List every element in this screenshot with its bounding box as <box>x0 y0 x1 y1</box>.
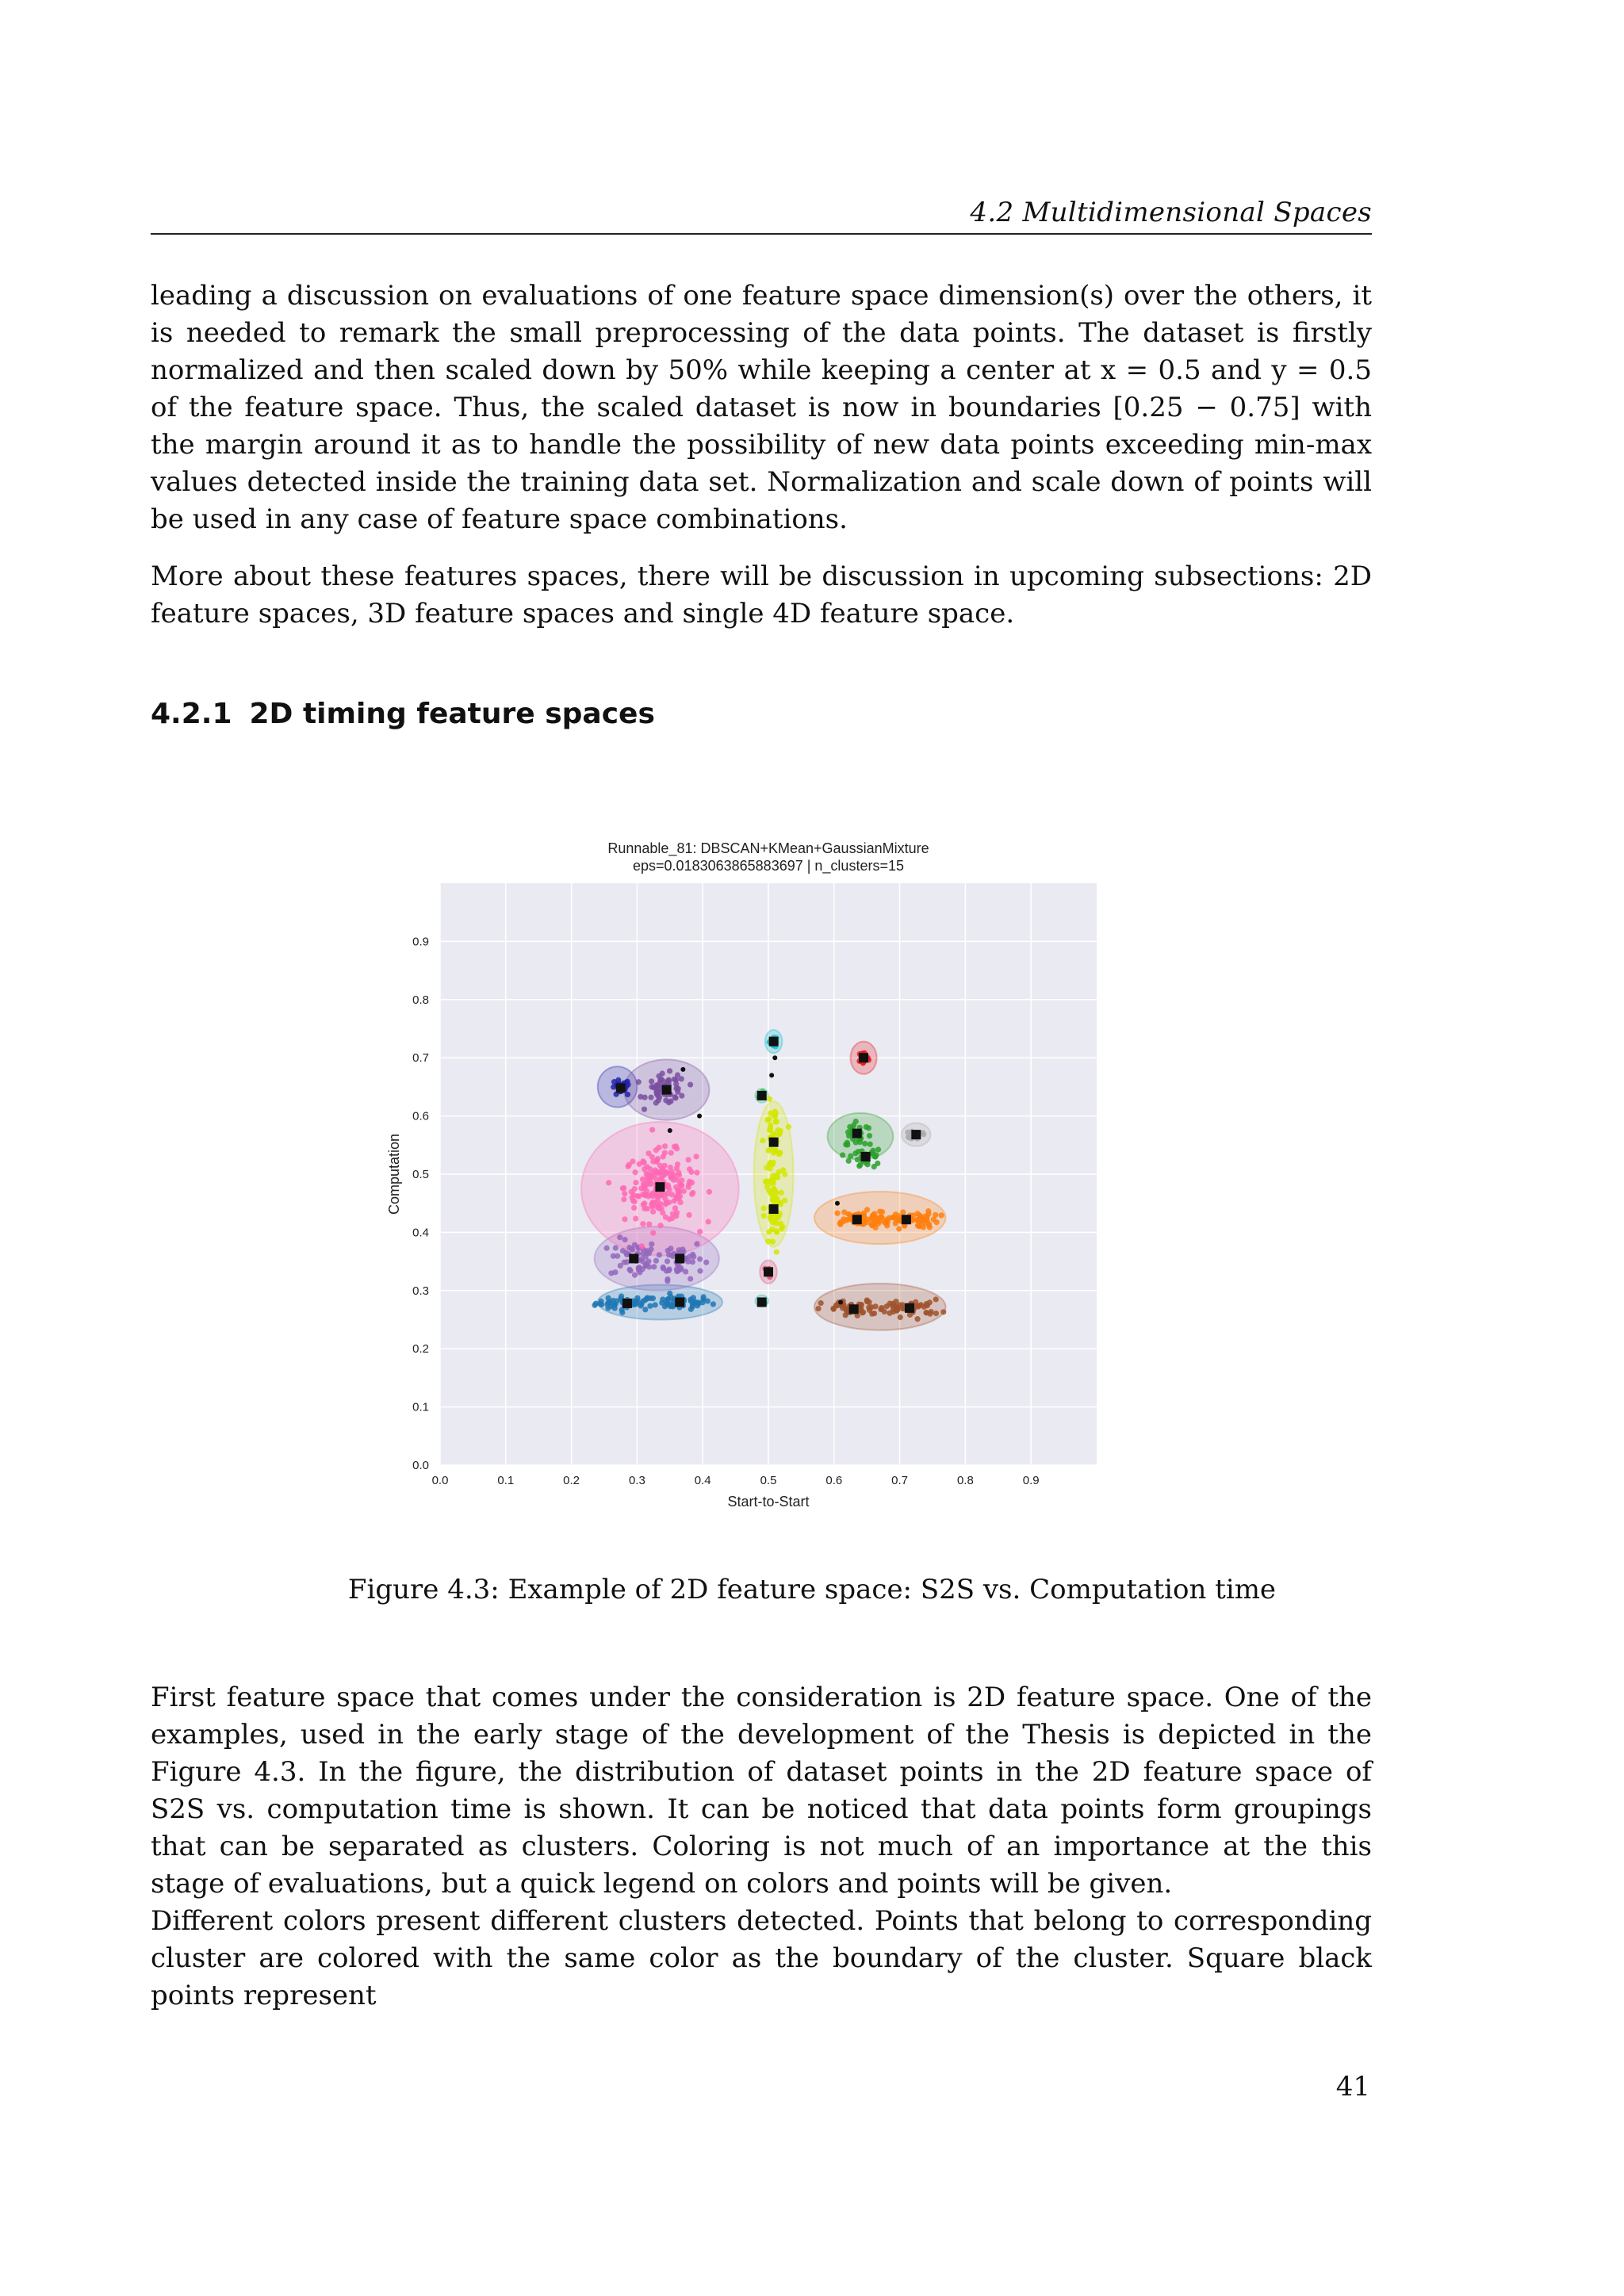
cluster-point <box>694 1241 699 1246</box>
cluster-point <box>676 1085 681 1091</box>
section-number: 4.2.1 <box>151 698 232 730</box>
cluster-point <box>640 1158 645 1164</box>
cluster-point <box>900 1209 906 1215</box>
cluster-point <box>665 1258 670 1264</box>
cluster-point <box>659 1300 665 1306</box>
cluster-point <box>597 1301 603 1307</box>
cluster-point <box>654 1091 660 1096</box>
cluster-point <box>694 1169 699 1175</box>
y-axis-label: Computation <box>386 1133 402 1215</box>
cluster-point <box>700 1296 706 1302</box>
cluster-point <box>915 1218 921 1223</box>
cluster-point <box>624 1252 630 1257</box>
cluster-point <box>688 1276 693 1281</box>
cluster-point <box>773 1110 779 1115</box>
cluster-point <box>865 1219 871 1225</box>
cluster-point <box>665 1079 671 1085</box>
cluster-point <box>777 1150 783 1156</box>
cluster-point <box>673 1213 679 1219</box>
cluster-point <box>760 1138 765 1143</box>
cluster-point <box>898 1314 903 1320</box>
cluster-point <box>871 1211 877 1216</box>
cluster-point <box>606 1180 611 1185</box>
cluster-point <box>690 1304 695 1310</box>
cluster-center <box>757 1091 767 1100</box>
cluster-point <box>893 1211 898 1217</box>
cluster-point <box>603 1246 609 1251</box>
cluster-point <box>611 1298 616 1303</box>
cluster-center <box>662 1085 672 1095</box>
cluster-point <box>780 1167 786 1173</box>
cluster-point <box>615 1253 620 1259</box>
cluster-point <box>648 1095 653 1100</box>
figure-4-3-scatter-chart <box>373 832 1166 1522</box>
noise-point <box>680 1067 685 1072</box>
cluster-point <box>645 1150 651 1156</box>
cluster-point <box>622 1237 628 1242</box>
cluster-point <box>646 1250 652 1256</box>
x-tick-label: 0.5 <box>760 1474 777 1487</box>
cluster-point <box>774 1249 779 1255</box>
cluster-center <box>905 1303 914 1313</box>
cluster-point <box>905 1130 910 1135</box>
cluster-point <box>697 1269 703 1274</box>
cluster-point <box>764 1178 769 1184</box>
cluster-point <box>657 1252 662 1257</box>
cluster-center <box>675 1253 684 1263</box>
cluster-point <box>856 1163 862 1169</box>
cluster-point <box>768 1191 774 1196</box>
cluster-point <box>657 1163 663 1169</box>
cluster-point <box>642 1166 647 1172</box>
cluster-point <box>866 1304 871 1310</box>
cluster-point <box>844 1307 849 1313</box>
cluster-point <box>686 1157 691 1162</box>
cluster-point <box>773 1119 779 1124</box>
cluster-point <box>697 1229 703 1234</box>
x-tick-label: 0.7 <box>891 1474 909 1487</box>
y-tick-label: 0.7 <box>412 1051 429 1066</box>
cluster-point <box>625 1092 630 1097</box>
cluster-point <box>668 1150 674 1156</box>
cluster-point <box>663 1097 668 1103</box>
cluster-point <box>830 1306 836 1311</box>
cluster-point <box>636 1079 642 1085</box>
cluster-center <box>861 1152 871 1161</box>
cluster-point <box>769 1226 775 1232</box>
cluster-point <box>657 1223 663 1228</box>
cluster-point <box>653 1258 659 1264</box>
cluster-point <box>764 1184 770 1190</box>
cluster-point <box>862 1141 868 1146</box>
cluster-point <box>613 1245 619 1250</box>
cluster-point <box>629 1189 634 1195</box>
cluster-point <box>933 1296 939 1302</box>
cluster-point <box>917 1223 922 1229</box>
cluster-point <box>870 1148 875 1154</box>
cluster-point <box>644 1261 649 1267</box>
cluster-point <box>687 1254 692 1260</box>
cluster-point <box>703 1260 709 1265</box>
figure-caption: Figure 4.3: Example of 2D feature space: S2S vs. Computation time <box>347 1574 1277 1605</box>
cluster-point <box>658 1192 664 1198</box>
cluster-point <box>841 1216 846 1222</box>
cluster-point <box>761 1213 767 1219</box>
cluster-point <box>620 1185 626 1191</box>
cluster-point <box>650 1159 656 1165</box>
cluster-point <box>871 1164 877 1169</box>
cluster-point <box>639 1243 645 1249</box>
cluster-point <box>612 1269 618 1275</box>
running-title: 4.2 Multidimensional Spaces <box>970 197 1372 228</box>
cluster-point <box>923 1310 929 1315</box>
cluster-point <box>629 1195 634 1200</box>
cluster-point <box>917 1303 922 1308</box>
cluster-point <box>642 1107 647 1112</box>
cluster-point <box>778 1201 783 1207</box>
cluster-point <box>608 1303 614 1309</box>
cluster-point <box>815 1306 821 1311</box>
cluster-point <box>885 1219 891 1224</box>
cluster-center <box>911 1130 921 1139</box>
cluster-point <box>631 1205 637 1211</box>
cluster-point <box>665 1278 670 1284</box>
cluster-point <box>642 1095 648 1100</box>
cluster-point <box>773 1196 779 1202</box>
cluster-point <box>770 1219 776 1225</box>
paragraph-4: Different colors present different clusters detected. Points that belong to corresponding cluster are colored with the same color as the boundary of the cluster. Square black points represent <box>151 1905 1372 2011</box>
cluster-point <box>636 1193 642 1199</box>
cluster-point <box>920 1130 925 1135</box>
cluster-point <box>693 1154 699 1159</box>
cluster-point <box>710 1301 716 1307</box>
cluster-point <box>879 1305 884 1311</box>
x-tick-label: 0.2 <box>563 1474 580 1487</box>
chart-title: Runnable_81: DBSCAN+KMean+GaussianMixture <box>607 840 929 856</box>
cluster-point <box>867 1133 872 1138</box>
cluster-point <box>707 1189 712 1195</box>
cluster-point <box>622 1260 627 1265</box>
cluster-point <box>642 1307 648 1312</box>
y-tick-label: 0.5 <box>412 1168 429 1181</box>
cluster-center <box>852 1215 862 1224</box>
cluster-center <box>655 1182 665 1192</box>
cluster-point <box>668 1294 673 1299</box>
cluster-point <box>668 1252 674 1257</box>
cluster-point <box>770 1239 776 1245</box>
x-tick-label: 0.0 <box>431 1474 449 1487</box>
cluster-point <box>605 1295 611 1301</box>
noise-point <box>772 1055 777 1060</box>
section-title: 2D timing feature spaces <box>249 698 655 730</box>
y-tick-label: 0.2 <box>412 1342 429 1357</box>
cluster-point <box>650 1193 656 1199</box>
cluster-point <box>767 1096 772 1102</box>
page-number: 41 <box>1335 2071 1370 2103</box>
cluster-point <box>848 1154 853 1159</box>
noise-point <box>769 1073 774 1077</box>
cluster-point <box>689 1180 695 1185</box>
cluster-point <box>626 1162 632 1168</box>
chart-subtitle: eps=0.0183063865883697 | n_clusters=15 <box>633 858 904 874</box>
paragraph-1: leading a discussion on evaluations of one feature space dimension(s) over the others, it is needed to remark the small preprocessing of the data points. The dataset is firstly normalized and then scaled down by 50% while keeping a center at x = 0.5 and y = 0.5 of the feature space. Thus, the scaled dataset is now in boundaries [0.25 − 0.75] with the margin around it as to handle the possibility of new data points exceeding min-max values detected inside the training data set. Normalization and scale down of points will be used in any case of feature space combinations. <box>151 280 1372 535</box>
cluster-point <box>633 1302 638 1307</box>
cluster-point <box>853 1119 859 1124</box>
cluster-point <box>768 1122 773 1127</box>
y-tick-label: 0.8 <box>412 993 429 1007</box>
x-tick-label: 0.4 <box>694 1474 711 1487</box>
cluster-point <box>649 1242 654 1247</box>
cluster-point <box>706 1219 711 1224</box>
cluster-point <box>776 1131 782 1137</box>
cluster-point <box>641 1202 646 1207</box>
cluster-point <box>621 1196 626 1202</box>
cluster-center <box>902 1215 911 1224</box>
cluster-point <box>683 1269 688 1274</box>
cluster-point <box>629 1246 634 1251</box>
cluster-point <box>871 1311 877 1316</box>
cluster-point <box>940 1309 946 1314</box>
cluster-point <box>914 1316 920 1322</box>
cluster-point <box>617 1234 622 1240</box>
cluster-point <box>633 1215 638 1221</box>
cluster-point <box>668 1246 673 1251</box>
cluster-point <box>779 1190 784 1196</box>
cluster-center <box>859 1053 868 1062</box>
cluster-point <box>628 1268 634 1273</box>
cluster-point <box>688 1169 694 1175</box>
cluster-point <box>679 1093 684 1099</box>
cluster-point <box>786 1124 791 1130</box>
cluster-point <box>676 1169 681 1175</box>
cluster-center <box>622 1299 632 1308</box>
cluster-center <box>769 1138 779 1147</box>
cluster-point <box>633 1180 638 1185</box>
cluster-point <box>681 1188 687 1194</box>
cluster-point <box>855 1157 860 1162</box>
cluster-point <box>646 1222 652 1227</box>
cluster-point <box>834 1211 840 1216</box>
x-axis-label: Start-to-Start <box>727 1494 810 1510</box>
cluster-point <box>670 1303 676 1309</box>
cluster-point <box>878 1215 883 1220</box>
y-tick-label: 0.4 <box>412 1226 429 1240</box>
cluster-center <box>769 1204 779 1214</box>
cluster-point <box>649 1203 655 1209</box>
y-tick-label: 0.1 <box>412 1400 429 1414</box>
y-tick-label: 0.6 <box>412 1109 429 1123</box>
cluster-point <box>657 1176 662 1181</box>
cluster-point <box>675 1072 680 1077</box>
cluster-point <box>875 1146 881 1152</box>
x-tick-label: 0.3 <box>628 1474 645 1487</box>
cluster-point <box>864 1161 870 1167</box>
cluster-point <box>645 1295 650 1300</box>
cluster-point <box>677 1181 683 1186</box>
cluster-point <box>666 1187 672 1192</box>
cluster-point <box>649 1078 654 1084</box>
cluster-point <box>675 1161 680 1167</box>
cluster-point <box>642 1184 647 1190</box>
cluster-point <box>925 1208 931 1214</box>
cluster-point <box>840 1152 845 1158</box>
y-tick-label: 0.3 <box>412 1284 429 1298</box>
cluster-center <box>852 1129 862 1138</box>
cluster-point <box>846 1158 852 1164</box>
cluster-point <box>877 1209 883 1215</box>
running-header <box>151 190 1372 235</box>
cluster-point <box>637 1265 642 1270</box>
cluster-point <box>896 1226 902 1231</box>
cluster-point <box>660 1210 665 1215</box>
cluster-point <box>653 1147 659 1153</box>
cluster-point <box>818 1300 824 1306</box>
cluster-point <box>671 1177 676 1183</box>
cluster-point <box>868 1142 873 1147</box>
noise-point <box>697 1114 702 1119</box>
cluster-center <box>757 1297 767 1307</box>
cluster-point <box>640 1221 645 1226</box>
cluster-point <box>938 1212 944 1218</box>
paragraph-3: First feature space that comes under the consideration is 2D feature space. One of the examples, used in the early stage of the development of the Thesis is depicted in the Figure 4.3. In the figure, the distribution of dataset points in the 2D feature space of S2S vs. computation time is shown. It can be noticed that data points form groupings that can be separated as clusters. Coloring is not much of an importance at the this stage of evaluations, but a quick legend on colors and points will be given. <box>151 1682 1372 1900</box>
cluster-point <box>669 1169 675 1174</box>
cluster-point <box>622 1191 627 1196</box>
cluster-point <box>772 1147 778 1153</box>
cluster-point <box>767 1161 772 1166</box>
cluster-point <box>686 1212 691 1218</box>
cluster-point <box>672 1095 678 1100</box>
cluster-point <box>651 1264 657 1269</box>
cluster-point <box>662 1143 668 1149</box>
y-tick-label: 0.0 <box>412 1459 429 1472</box>
cluster-point <box>650 1295 656 1301</box>
cluster-point <box>632 1169 638 1175</box>
noise-point <box>838 1299 843 1304</box>
cluster-point <box>897 1218 902 1223</box>
cluster-center <box>629 1253 638 1263</box>
cluster-point <box>668 1098 673 1104</box>
cluster-point <box>933 1311 939 1316</box>
cluster-point <box>861 1211 867 1216</box>
cluster-center <box>764 1267 773 1276</box>
cluster-point <box>676 1190 681 1196</box>
cluster-point <box>845 1142 850 1147</box>
cluster-point <box>647 1303 653 1309</box>
cluster-point <box>645 1172 651 1177</box>
cluster-point <box>656 1098 661 1104</box>
cluster-point <box>692 1299 698 1304</box>
noise-point <box>835 1201 840 1206</box>
cluster-point <box>920 1218 925 1223</box>
cluster-point <box>674 1146 680 1151</box>
cluster-point <box>661 1172 667 1177</box>
cluster-point <box>650 1085 656 1090</box>
cluster-point <box>640 1251 645 1257</box>
cluster-point <box>697 1256 703 1261</box>
cluster-point <box>667 1068 672 1073</box>
cluster-point <box>656 1203 661 1209</box>
cluster-point <box>653 1302 658 1307</box>
cluster-point <box>680 1246 685 1252</box>
cluster-point <box>676 1196 682 1201</box>
x-tick-label: 0.8 <box>956 1474 974 1487</box>
cluster-point <box>619 1293 624 1299</box>
cluster-point <box>632 1272 638 1278</box>
y-tick-label: 0.9 <box>412 935 429 949</box>
x-tick-label: 0.1 <box>497 1474 515 1487</box>
cluster-point <box>924 1301 929 1307</box>
cluster-center <box>769 1037 779 1047</box>
cluster-point <box>674 1269 680 1274</box>
cluster-point <box>866 1125 871 1131</box>
cluster-point <box>779 1224 785 1230</box>
cluster-point <box>650 1209 656 1215</box>
cluster-point <box>666 1216 672 1222</box>
cluster-center <box>616 1083 626 1093</box>
cluster-point <box>662 1150 668 1156</box>
cluster-center <box>849 1304 859 1314</box>
cluster-point <box>867 1299 872 1305</box>
cluster-point <box>891 1306 896 1311</box>
x-tick-label: 0.9 <box>1022 1474 1040 1487</box>
cluster-point <box>650 1230 656 1235</box>
cluster-point <box>640 1299 645 1304</box>
cluster-center <box>675 1297 684 1307</box>
cluster-point <box>690 1190 695 1196</box>
cluster-point <box>657 1077 663 1083</box>
cluster-point <box>846 1133 852 1138</box>
noise-point <box>668 1128 672 1133</box>
cluster-point <box>663 1201 668 1207</box>
x-tick-label: 0.6 <box>825 1474 843 1487</box>
cluster-point <box>661 1265 666 1271</box>
section-heading <box>151 698 655 730</box>
cluster-point <box>934 1219 940 1225</box>
paragraph-2: More about these features spaces, there will be discussion in upcoming subsections: 2D feature spaces, 3D feature spaces and single 4D feature space. <box>151 561 1372 629</box>
cluster-point <box>688 1081 693 1087</box>
cluster-point <box>767 1127 772 1133</box>
cluster-point <box>622 1216 627 1222</box>
cluster-point <box>761 1205 767 1211</box>
cluster-point <box>766 1116 772 1122</box>
cluster-point <box>841 1209 847 1215</box>
cluster-point <box>649 1127 655 1132</box>
